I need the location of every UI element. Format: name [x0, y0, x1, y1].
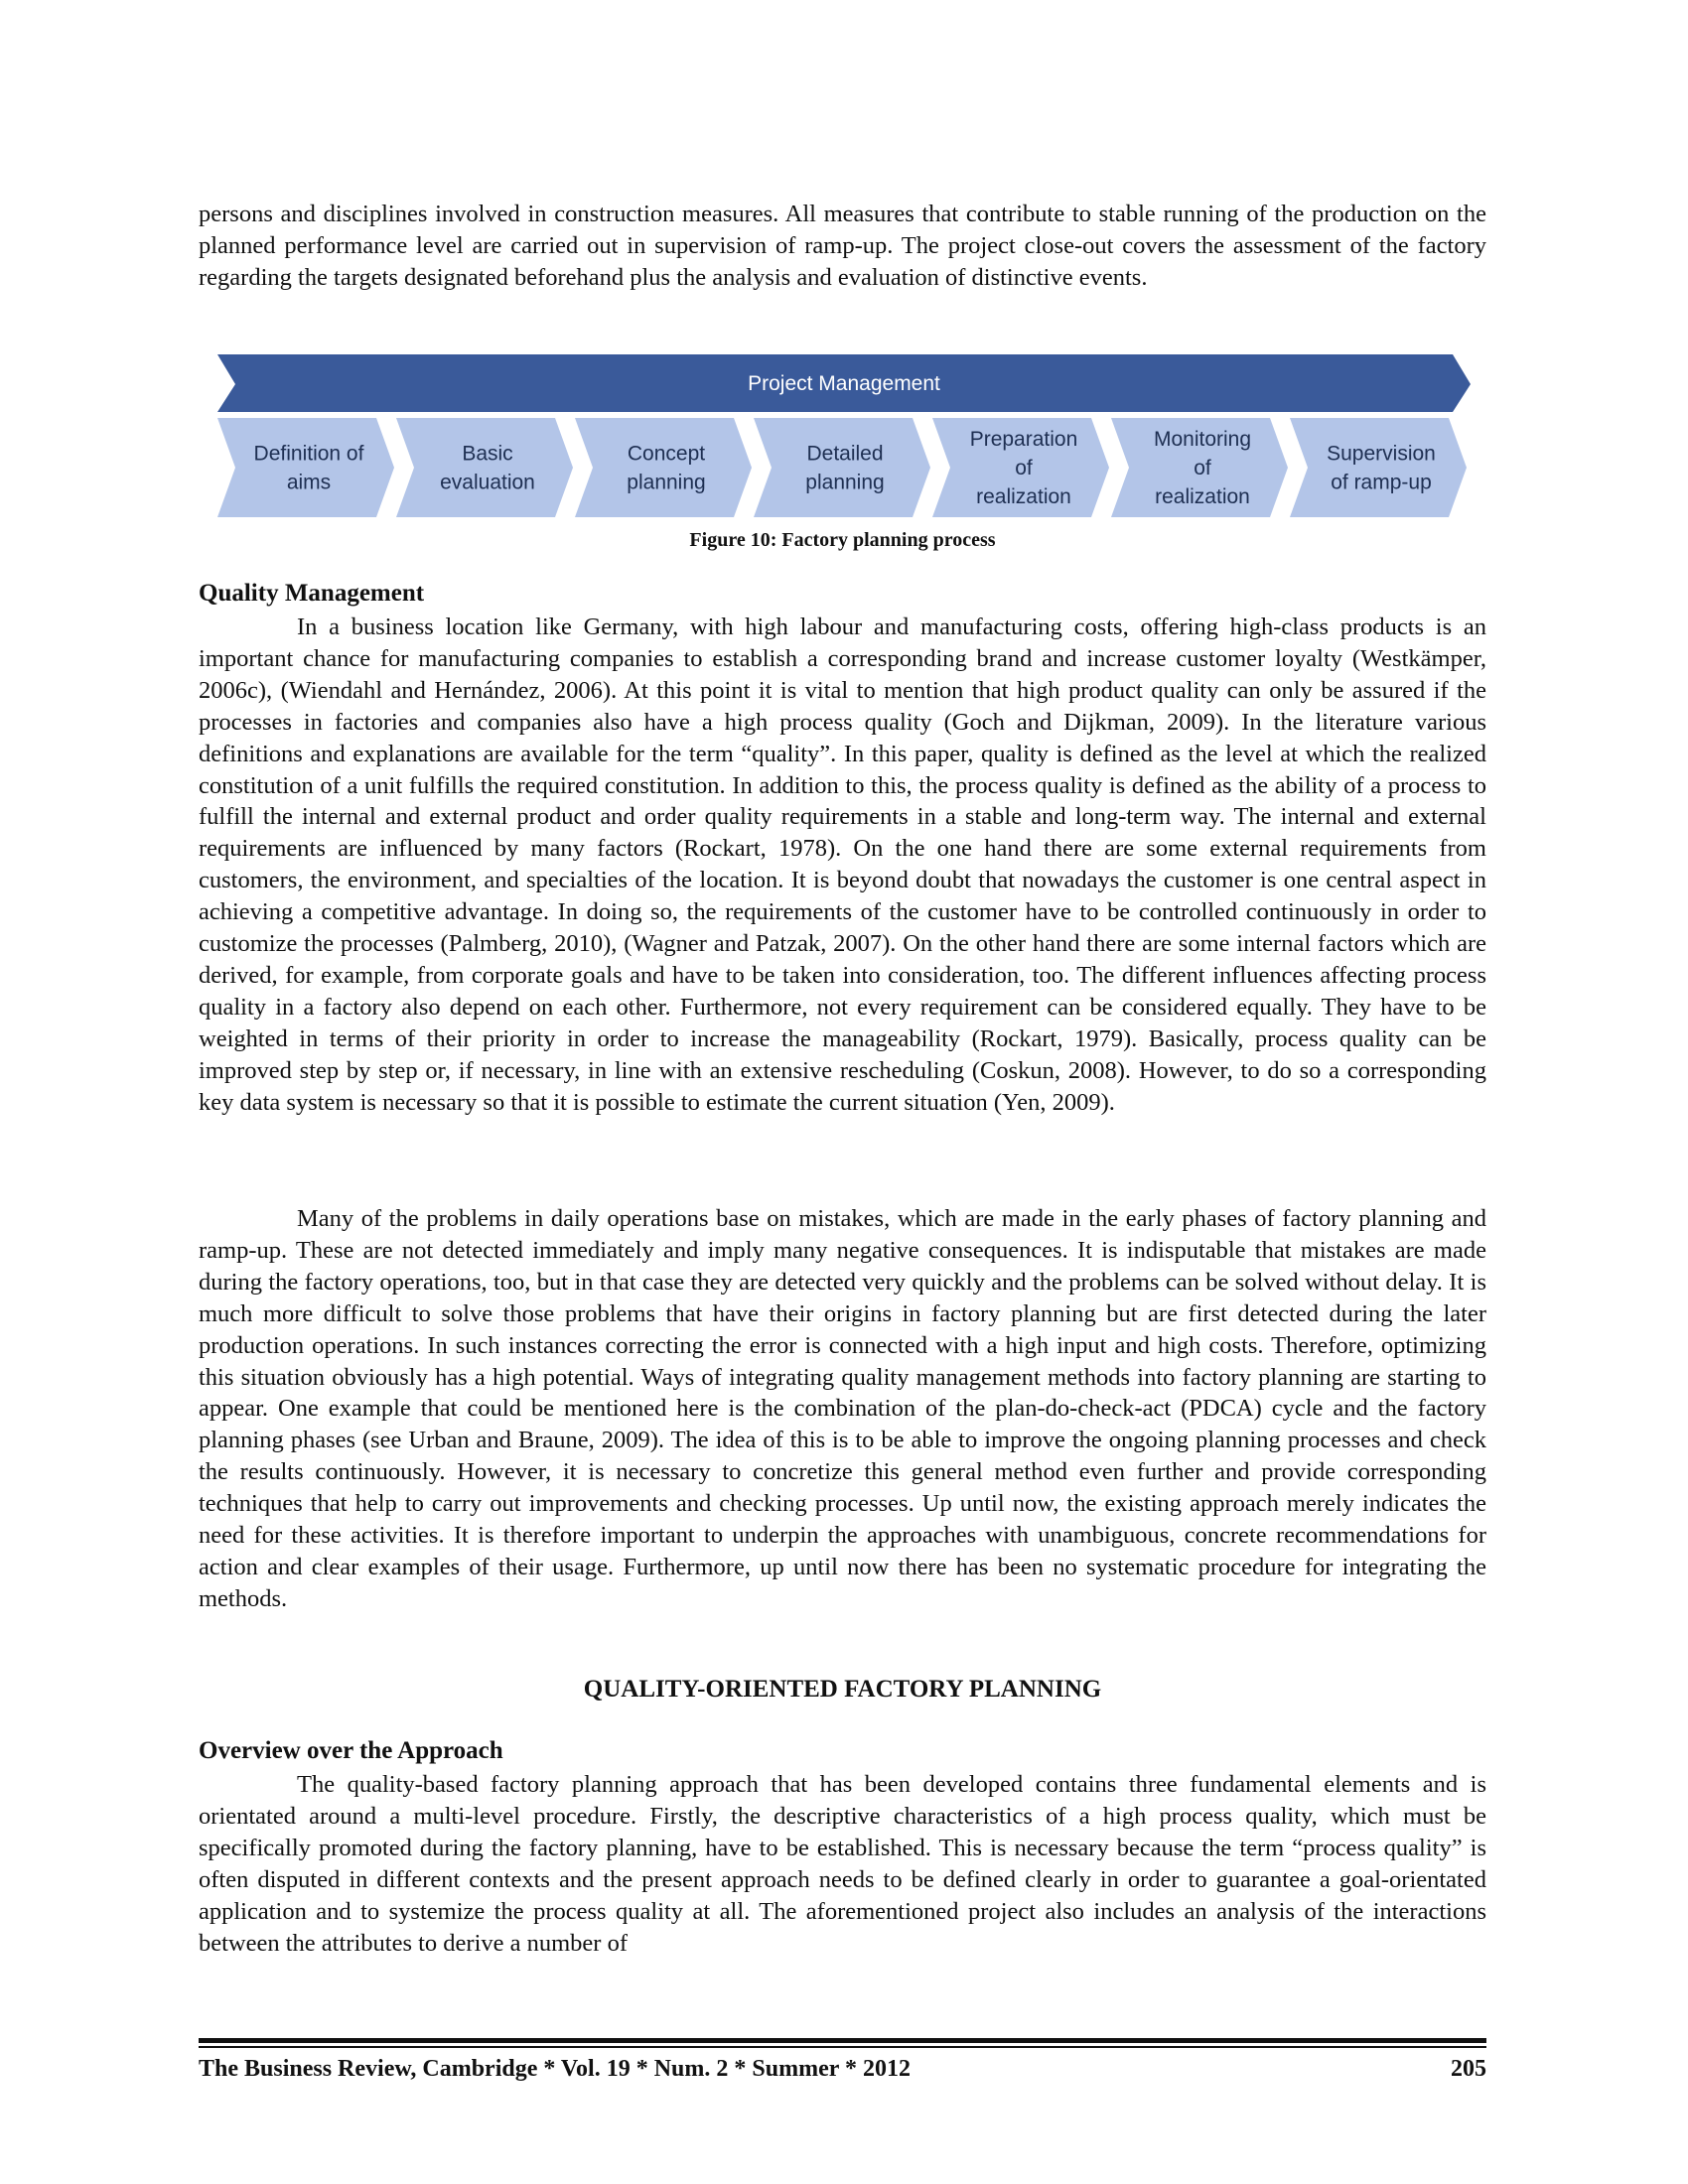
- intro-text: persons and disciplines involved in construction measures. All measures that contribute to stable running of the production on the planned performance level are carried out in supervision of ramp-up. The project close-out covers the assessment of the factory regarding the targets designated beforehand plus the analysis and evaluation of distinctive events.: [199, 201, 1486, 291]
- quality-management-paragraph-1: [199, 612, 1486, 1119]
- step-label-6-line-2: of: [1194, 457, 1211, 479]
- footer-rule-thin: [199, 2046, 1486, 2048]
- step-label-7-line-1: Supervision: [1327, 442, 1436, 466]
- step-label-5-line-3: realization: [976, 485, 1071, 508]
- footer-journal: The Business Review, Cambridge * Vol. 19 * Num. 2 * Summer * 2012: [199, 2056, 911, 2082]
- factory-planning-diagram: [217, 354, 1471, 521]
- step-label-2-line-1: Basic: [462, 442, 513, 466]
- step-chevron-4: [754, 418, 930, 517]
- quality-management-paragraph-2: [199, 1203, 1486, 1615]
- step-label-1-line-1: Definition of: [253, 442, 364, 466]
- overview-paragraph: [199, 1769, 1486, 1959]
- footer-rule-thick: [199, 2038, 1486, 2043]
- step-chevron-7: [1290, 418, 1467, 517]
- step-label-6-line-1: Monitoring: [1153, 428, 1252, 451]
- step-chevron-3: [575, 418, 752, 517]
- quality-management-heading: Quality Management: [199, 580, 425, 607]
- step-label-6-line-3: realization: [1155, 485, 1250, 508]
- qm-paragraph-1-text: In a business location like Germany, with high labour and manufacturing costs, offering high-class products is an important chance for manufacturing companies to establish a corresponding brand and increase customer loyalty (Westkämper, 2006c), (Wiendahl and Hernández, 2006). At this point it is vital to mention that high product quality can only be assured if the processes in factories and companies also have a high process quality (Goch and Dijkman, 2009). In the literature various definitions and explanations are available for the term “quality”. In this paper, quality is defined as the level at which the realized constitution of a unit fulfills the required constitution. In addition to this, the process quality is defined as the ability of a process to fulfill the internal and external product and order quality requirements in a stable and long-term way. The internal and external requirements are influenced by many factors (Rockart, 1978). On the one hand there are some external requirements from customers, the environment, and specialties of the location. It is beyond doubt that nowadays the customer is one central aspect in achieving a competitive advantage. In doing so, the requirements of the customer have to be controlled continuously in order to customize the processes (Palmberg, 2010), (Wagner and Patzak, 2007). On the other hand there are some internal factors which are derived, for example, from corporate goals and have to be taken into consideration, too. The different influences affecting process quality in a factory also depend on each other. Furthermore, not every requirement can be considered equally. They have to be weighted in terms of their priority in order to increase the manageability (Rockart, 1979). Basically, process quality can be improved step by step or, if necessary, in line with an extensive rescheduling (Coskun, 2008). However, to do so a corresponding key data system is necessary so that it is possible to estimate the current situation (Yen, 2009).: [199, 614, 1486, 1116]
- overview-heading: Overview over the Approach: [199, 1737, 503, 1764]
- process-steps: [217, 418, 1467, 517]
- step-label-4-line-1: Detailed: [806, 442, 884, 466]
- step-label-7-line-2: of ramp-up: [1331, 471, 1432, 494]
- section-heading: QUALITY-ORIENTED FACTORY PLANNING: [583, 1676, 1102, 1703]
- step-chevron-1: [217, 418, 394, 517]
- step-label-2-line-2: evaluation: [440, 471, 535, 494]
- figure-caption: Figure 10: Factory planning process: [689, 529, 996, 551]
- step-chevron-2: [396, 418, 573, 517]
- footer-page-number: 205: [1451, 2056, 1486, 2082]
- step-label-3-line-2: planning: [627, 471, 706, 494]
- overview-paragraph-text: The quality-based factory planning approach that has been developed contains three fundamental elements and is orientated around a multi-level procedure. Firstly, the descriptive characteristics of a high process quality, which must be specifically promoted during the factory planning, have to be established. This is necessary because the term “process quality” is often disputed in different contexts and the present approach needs to be defined clearly in order to guarantee a goal-orientated application and to systemize the process quality at all. The aforementioned project also includes an analysis of the interactions between the attributes to derive a number of: [199, 1771, 1486, 1957]
- project-management-label: Project Management: [748, 372, 940, 395]
- step-label-5-line-1: Preparation: [969, 428, 1078, 451]
- factory-planning-svg: [217, 354, 1471, 521]
- step-label-1-line-2: aims: [286, 471, 332, 494]
- step-label-3-line-1: Concept: [627, 442, 706, 466]
- step-label-4-line-2: planning: [805, 471, 885, 494]
- qm-paragraph-2-text: Many of the problems in daily operations base on mistakes, which are made in the early phases of factory planning and ramp-up. These are not detected immediately and imply many negative consequences. It is indisputable that mistakes are made during the factory operations, too, but in that case they are detected very quickly and the problems can be solved without delay. It is much more difficult to solve those problems that have their origins in factory planning but are first detected during the later production operations. In such instances correcting the error is connected with a high input and high costs. Therefore, optimizing this situation obviously has a high potential. Ways of integrating quality management methods into factory planning are starting to appear. One example that could be mentioned here is the combination of the plan-do-check-act (PDCA) cycle and the factory planning phases (see Urban and Braune, 2009). The idea of this is to be able to improve the ongoing planning processes and check the results continuously. However, it is necessary to concretize this general method even further and provide corresponding techniques that help to carry out improvements and checking processes. Up until now, the existing approach merely indicates the need for these activities. It is therefore important to underpin the approaches with unambiguous, concrete recommendations for action and clear examples of their usage. Furthermore, up until now there has been no systematic procedure for integrating the methods.: [199, 1205, 1486, 1612]
- intro-paragraph: [199, 199, 1486, 294]
- step-label-5-line-2: of: [1015, 457, 1033, 479]
